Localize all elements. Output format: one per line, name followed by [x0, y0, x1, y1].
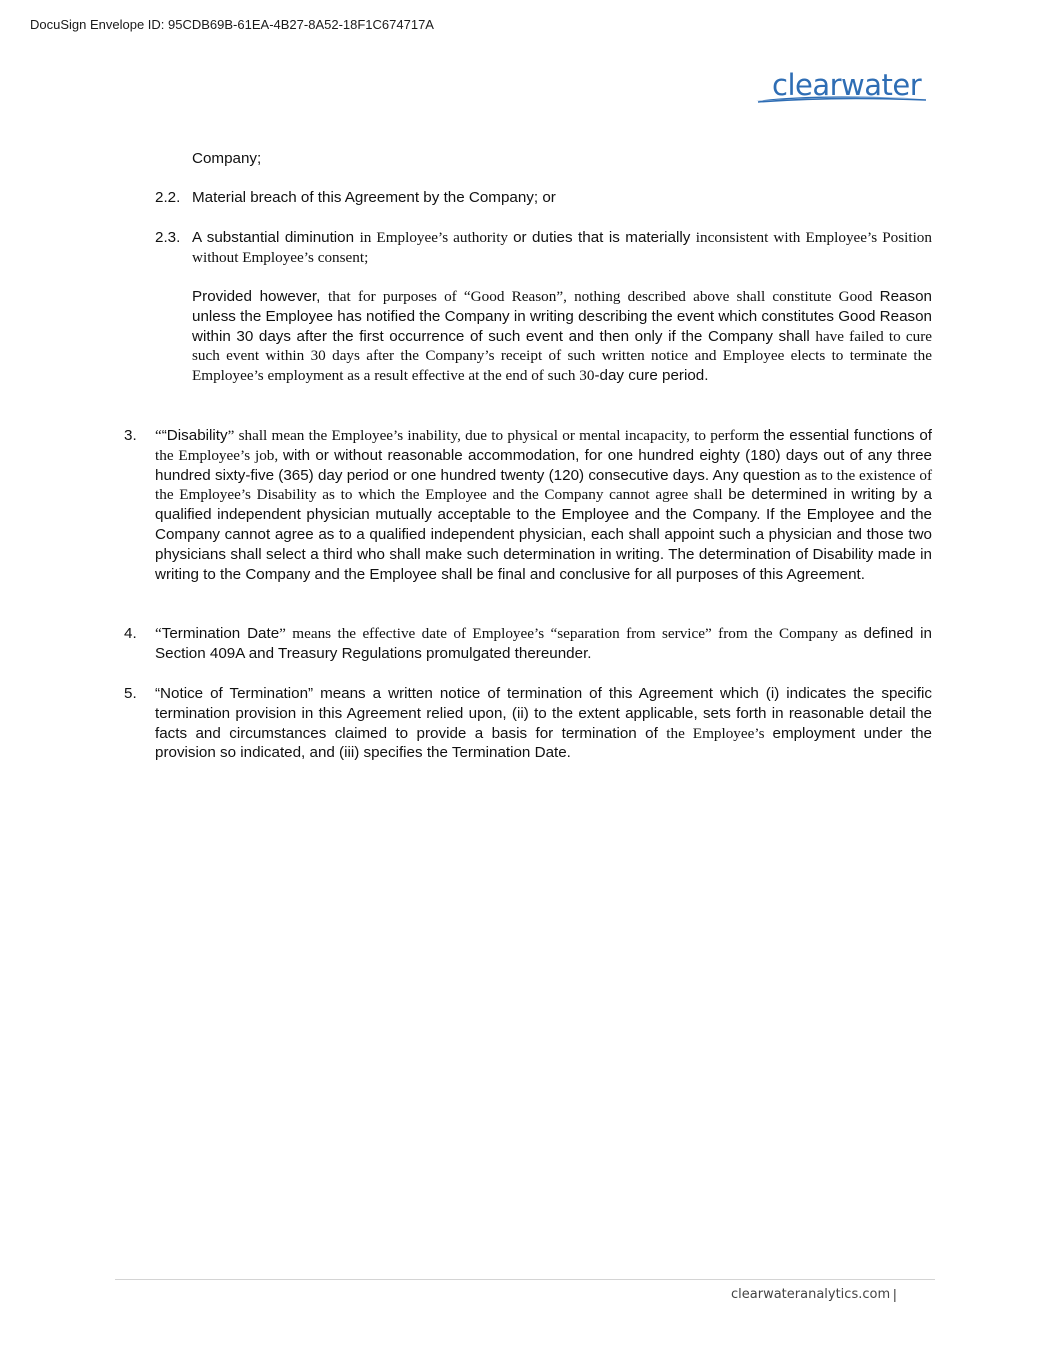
section-number: 5.	[124, 685, 137, 702]
footer-divider	[115, 1279, 935, 1280]
text-run: or duties that is materially	[513, 229, 696, 246]
carry-over-text: Company;	[192, 150, 262, 167]
section-2-2-text: Material breach of this Agreement by the Company; or	[192, 189, 556, 206]
text-run: “	[155, 625, 162, 642]
text-run: the Employee’s job,	[155, 446, 284, 464]
text-run: -day cure period.	[594, 367, 709, 385]
text-run: with or without reasonable accommodation, for one hundred eighty (180) days out of any three hundred sixty-five (365) day period or one hundred twenty (120) consecutive days. Any question	[155, 446, 932, 484]
text-run: the essential functions of	[763, 427, 932, 444]
text-run: employment under the provision so indicated, and (iii) specifies the Termination Date.	[155, 724, 933, 762]
logo-text: clearwater	[772, 68, 922, 102]
logo-swoosh	[756, 90, 931, 104]
envelope-id: DocuSign Envelope ID: 95CDB69B-61EA-4B27-8A52-18F1C674717A	[30, 17, 434, 32]
text-run: Reason unless the Employee has notified the Company in writing describing the event which constitutes Good Reason within 30 days after the first occurrence of such event and then only if the Company shall	[192, 288, 932, 345]
section-3-disability-text	[155, 426, 932, 584]
text-run: “Notice of Termination” means a written notice of termination of this Agreement which (i) indicates the specific termination provision in this Agreement relied upon, (ii) to the extent applicable, sets forth in reasonable detail the facts and circumstances claimed to provide a basis for termination of	[155, 685, 932, 742]
text-run: the Employee’s	[666, 724, 773, 742]
text-run: ” means the effective date of Employee’s “separation from service” from the Company as	[279, 625, 864, 642]
section-4-termination-date-text	[155, 624, 932, 664]
section-number: 3.	[124, 427, 137, 444]
text-run: in Employee’s authority	[359, 229, 514, 246]
section-number: 2.2.	[155, 189, 181, 206]
text-run: “Disability	[161, 427, 228, 444]
section-2-3-text	[192, 228, 932, 268]
footer-separator: |	[893, 1286, 897, 1302]
text-run: be determined in writing by a qualified independent physician mutually acceptable to the Employee and the Company. If the Employee and the Company cannot agree as to a qualified independent physician, each shall appoint such a physician and those two physicians shall select a third who shall make such determination in writing. The determination of Disability made in writing to the Company and the Employee shall be final and conclusive for all purposes of this Agreement.	[155, 486, 932, 583]
text-run: inconsistent with Employee’s Position without Employee’s consent;	[192, 229, 932, 266]
text-run: “	[155, 427, 162, 444]
text-run: as to the existence of the Employee’s Disability as to which the Employee and the Company cannot agree shall	[155, 466, 932, 504]
section-number: 2.3.	[155, 229, 181, 246]
clearwater-logo	[756, 68, 931, 104]
text-run: defined in Section 409A and Treasury Regulations promulgated thereunder.	[155, 625, 932, 662]
text-run: A substantial diminution	[192, 229, 360, 246]
text-run: Provided however,	[192, 288, 328, 305]
text-run: ” shall mean the Employee’s inability, due to physical or mental incapacity, to perform	[227, 427, 764, 444]
section-number: 4.	[124, 625, 137, 642]
text-run: have failed to cure such event within 30 days after the Company’s receipt of such written notice and Employee elects to terminate the Employee’s employment as a result effective at the end of such 30	[192, 327, 932, 385]
section-5-notice-text	[155, 684, 932, 763]
proviso-text	[192, 287, 932, 386]
footer-website[interactable]: clearwateranalytics.com	[731, 1287, 891, 1302]
text-run: that for purposes of “Good Reason”, nothing described above shall constitute Good	[327, 288, 880, 305]
text-run: Termination Date	[161, 625, 280, 642]
